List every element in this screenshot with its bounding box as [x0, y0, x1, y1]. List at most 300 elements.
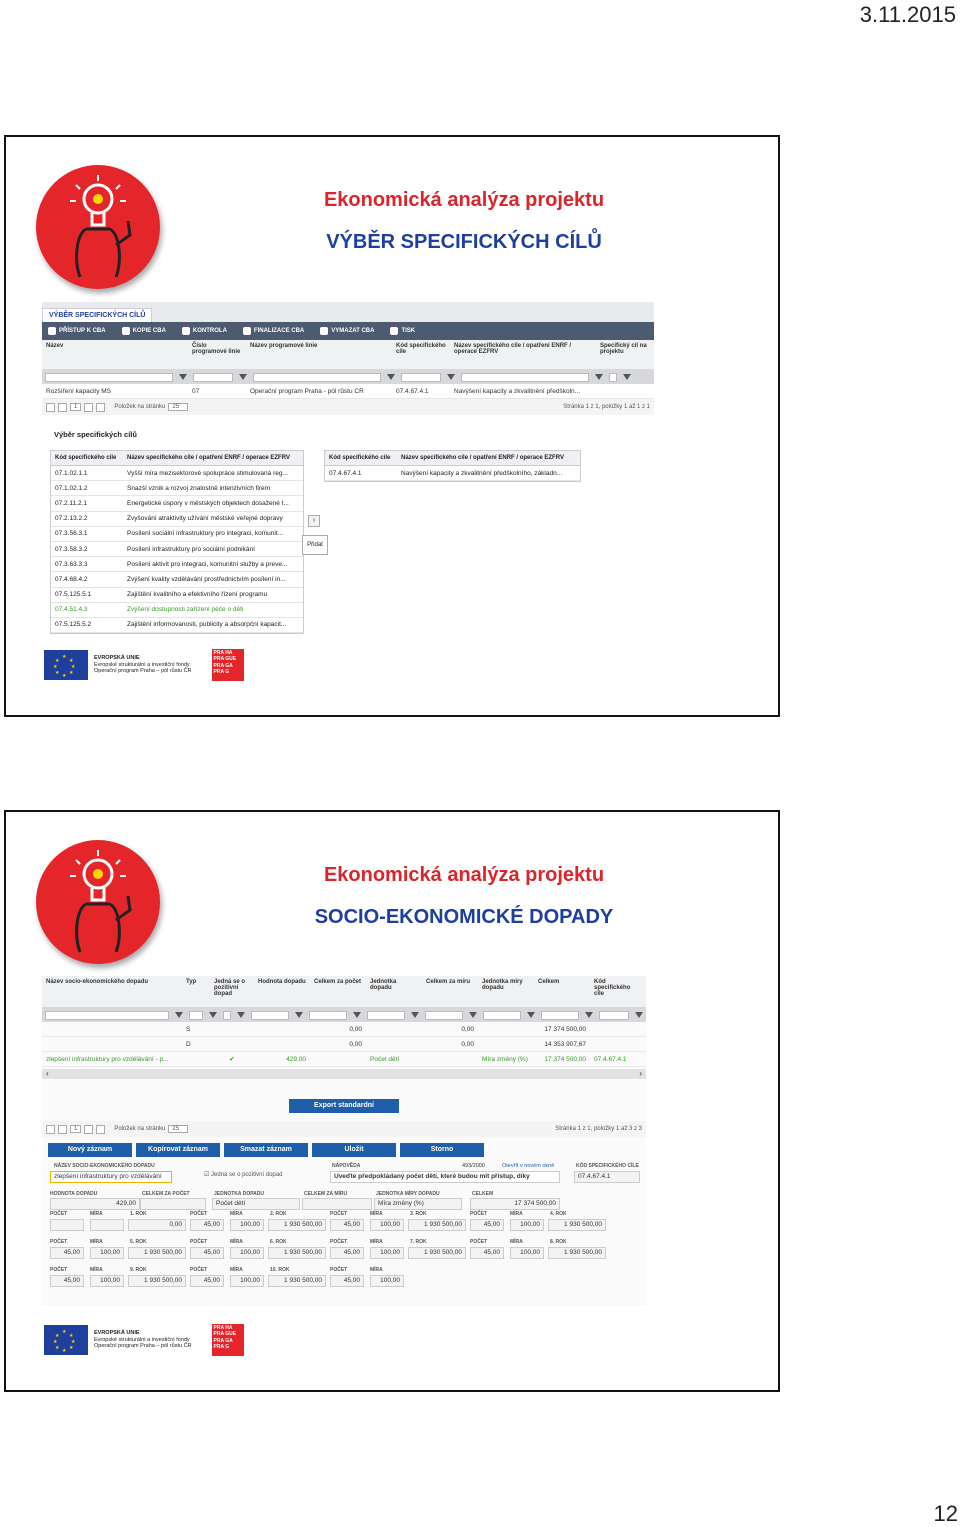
rok-label: 6. ROK: [270, 1239, 287, 1245]
cell: 07.4.67.4.1: [396, 387, 429, 395]
column-header[interactable]: Kód specifického cíle: [594, 979, 631, 997]
filter-icon[interactable]: [239, 374, 247, 380]
cell: 17 374 500,00: [544, 1025, 586, 1033]
kopie-button[interactable]: KOPIE CBA: [122, 327, 166, 335]
users-icon: [48, 327, 56, 335]
filter-input[interactable]: [189, 1011, 203, 1020]
rok-value: 1 930 500,00: [268, 1219, 326, 1231]
filter-input[interactable]: [461, 373, 589, 382]
filter-icon[interactable]: [209, 1012, 217, 1018]
filter-icon[interactable]: [237, 1012, 245, 1018]
filter-input[interactable]: [425, 1011, 463, 1020]
tab-bar: [42, 302, 654, 322]
pocet-label: POČET: [330, 1267, 348, 1273]
delete-record-button[interactable]: Smazat záznam: [224, 1143, 308, 1157]
rok-label: 2. ROK: [270, 1211, 287, 1217]
pocet-field[interactable]: 45,00: [330, 1247, 364, 1259]
next-page-icon[interactable]: [84, 1125, 93, 1134]
jednotka-miry-label: JEDNOTKA MÍRY DOPADU: [376, 1191, 440, 1197]
screenshot-dopady: [42, 976, 646, 1306]
cell: 07.5.125.5.1: [55, 591, 92, 599]
mira-label: MÍRA: [230, 1211, 243, 1217]
slide-subtitle: VÝBĚR SPECIFICKÝCH CÍLŮ: [326, 231, 602, 253]
year-block: [470, 1211, 608, 1237]
filter-icon[interactable]: [527, 1012, 535, 1018]
move-right-icon[interactable]: ›: [308, 515, 320, 527]
column-header[interactable]: Celkem: [538, 979, 560, 985]
celkem-field: 17 374 500,00: [470, 1198, 560, 1210]
vymazat-button[interactable]: VYMAZAT CBA: [320, 327, 374, 335]
section-title: Výběr specifických cílů: [54, 430, 137, 439]
eu-line: EVROPSKÁ UNIE: [94, 1330, 140, 1337]
rok-value: 1 930 500,00: [548, 1247, 606, 1259]
cell: 07.4.68.4.2: [55, 575, 88, 583]
mira-field[interactable]: 100,00: [230, 1219, 264, 1231]
celkem-pocet-field: [140, 1198, 206, 1210]
per-page-label: Položek na stránku: [114, 404, 166, 410]
copy-icon: [122, 327, 130, 335]
filter-input[interactable]: [309, 1011, 347, 1020]
slide-title: Ekonomická analýza projektu: [323, 864, 605, 886]
filter-input[interactable]: [45, 373, 173, 382]
form-top: [42, 1161, 646, 1211]
save-button[interactable]: Uložit: [312, 1143, 396, 1157]
check-icon: [182, 327, 190, 335]
pocet-label: POČET: [50, 1239, 68, 1245]
cell: 07.2.13.2.2: [55, 515, 88, 523]
pager-info: Stránka 1 z 1, položky 1 až 3 z 3: [555, 1126, 642, 1132]
tisk-button[interactable]: TISK: [390, 327, 415, 335]
mira-label: MÍRA: [370, 1211, 383, 1217]
hodnota-field[interactable]: 429,00: [50, 1198, 140, 1210]
column-header[interactable]: Celkem za míru: [426, 979, 471, 985]
rok-value: 1 930 500,00: [128, 1247, 186, 1259]
slide-title: Ekonomická analýza projektu: [323, 189, 605, 211]
cell: Posílení sociální infrastruktury pro integraci, komunit...: [127, 530, 284, 538]
export-button[interactable]: Export standardní: [289, 1099, 399, 1113]
rok-value: 1 930 500,00: [408, 1219, 466, 1231]
cell: Snazší vznik a rozvoj znalostně intenzivních firem: [127, 484, 271, 492]
eu-line: Operační program Praha – pól růstu ČR: [94, 668, 192, 675]
name-label: NÁZEV SOCIO-EKONOMICKÉHO DOPADU: [54, 1163, 155, 1169]
cell: 07.5.125.5.2: [55, 621, 92, 629]
year-block: [50, 1239, 188, 1265]
praha-line: PRA GUE: [213, 1331, 237, 1338]
mira-label: MÍRA: [370, 1267, 383, 1273]
filter-input[interactable]: [483, 1011, 521, 1020]
cell: Navýšení kapacity a zkvalitnění předškolního, základn...: [401, 469, 563, 477]
mira-label: MÍRA: [90, 1211, 103, 1217]
cell: 0,00: [461, 1025, 474, 1033]
pocet-label: POČET: [470, 1239, 488, 1245]
lock-icon: [243, 327, 251, 335]
logos: [44, 649, 244, 681]
rok-label: 4. ROK: [550, 1211, 567, 1217]
mira-field[interactable]: 100,00: [370, 1247, 404, 1259]
pocet-label: POČET: [330, 1239, 348, 1245]
list-item[interactable]: [325, 466, 580, 481]
prev-page-icon[interactable]: [58, 1125, 67, 1134]
cell: Operační program Praha - pól růstu ČR: [250, 387, 364, 395]
year-block: [190, 1211, 328, 1237]
filter-input[interactable]: [251, 1011, 289, 1020]
pocet-label: POČET: [190, 1267, 208, 1273]
praha-line: PRA HA: [213, 1325, 233, 1331]
cell: Počet dětí: [370, 1055, 400, 1063]
list-item[interactable]: [51, 557, 303, 572]
filter-icon[interactable]: [295, 1012, 303, 1018]
h-scrollbar[interactable]: [42, 1069, 646, 1079]
filter-input[interactable]: [193, 373, 233, 382]
kontrola-button[interactable]: KONTROLA: [182, 327, 227, 335]
filter-icon[interactable]: [447, 374, 455, 380]
cell: 07: [192, 387, 200, 395]
rok-value: 1 930 500,00: [268, 1275, 326, 1287]
first-page-icon[interactable]: [46, 1125, 55, 1134]
pager: [42, 399, 654, 415]
char-counter: 493/2000: [462, 1163, 485, 1169]
pocet-field[interactable]: 45,00: [50, 1275, 84, 1287]
list-item[interactable]: [51, 618, 303, 633]
cell: Rozšíření kapacity MŠ: [46, 387, 112, 395]
cell: 07.4.67.4.1: [594, 1055, 627, 1063]
list-item[interactable]: [51, 588, 303, 603]
cell: 429,00: [286, 1055, 306, 1063]
pocet-field[interactable]: [50, 1219, 84, 1231]
page-number: 12: [933, 1501, 958, 1526]
table-row[interactable]: [42, 384, 654, 399]
cell: Zvýšení dostupnosti zařízení péče o děti: [127, 606, 244, 614]
list-item[interactable]: [51, 496, 303, 511]
open-new-window-link[interactable]: Otevřít v novém okně: [502, 1163, 555, 1169]
list-item[interactable]: [51, 542, 303, 557]
add-button[interactable]: Přidat: [302, 535, 328, 555]
cell: Energetické úspory v městských objektech dosažené t...: [127, 499, 289, 507]
year-block: [330, 1267, 468, 1293]
cell: 07.4.67.4.1: [329, 469, 362, 477]
filter-icon[interactable]: [623, 374, 631, 380]
filter-input[interactable]: [401, 373, 441, 382]
column-header[interactable]: Jedná se o pozitivní dopad: [214, 979, 246, 997]
rok-label: 1. ROK: [130, 1211, 147, 1217]
list-item[interactable]: [51, 512, 303, 527]
pocet-label: POČET: [470, 1211, 488, 1217]
list-item[interactable]: [51, 481, 303, 496]
year-block: [470, 1239, 608, 1265]
mira-field[interactable]: 100,00: [510, 1247, 544, 1259]
filter-icon[interactable]: [635, 1012, 643, 1018]
list-item[interactable]: [51, 603, 303, 618]
grid-header: [42, 976, 646, 1008]
code-label: KÓD SPECIFICKÉHO CÍLE: [576, 1163, 639, 1169]
col-nazev[interactable]: Název specifického cíle / opatření ENRF / operace EZFRV: [127, 455, 290, 461]
cell: S: [186, 1025, 191, 1033]
mira-field[interactable]: 100,00: [230, 1275, 264, 1287]
filter-input[interactable]: [253, 373, 381, 382]
filter-input[interactable]: [599, 1011, 629, 1020]
years-grid: [42, 1211, 646, 1295]
mira-label: MÍRA: [230, 1267, 243, 1273]
rok-label: 7. ROK: [410, 1239, 427, 1245]
praha-line: PRA GUE: [213, 656, 237, 663]
slide-subtitle: SOCIO-EKONOMICKÉ DOPADY: [314, 906, 614, 928]
right-list: [324, 450, 581, 482]
col-nazev[interactable]: Název specifického cíle / opatření ENRF / operace EZFRV: [401, 455, 564, 461]
page-date: 3.11.2015: [859, 2, 956, 27]
praha-logo: [212, 649, 244, 681]
filter-icon[interactable]: [353, 1012, 361, 1018]
celkem-mira-field: [302, 1198, 372, 1210]
filter-icon[interactable]: [179, 374, 187, 380]
scroll-right-icon[interactable]: ›: [639, 1069, 642, 1078]
new-record-button[interactable]: Nový záznam: [48, 1143, 132, 1157]
cell: 07.1.02.1.2: [55, 484, 88, 492]
filter-input[interactable]: [367, 1011, 405, 1020]
per-page-label: Položek na stránku: [114, 1126, 166, 1132]
eu-line: EVROPSKÁ UNIE: [94, 655, 140, 662]
col-cislo[interactable]: Číslo programové linie: [192, 343, 241, 355]
grid-body: [42, 1022, 646, 1067]
last-page-icon[interactable]: [96, 403, 105, 412]
pocet-field[interactable]: 45,00: [50, 1247, 84, 1259]
mira-label: MÍRA: [370, 1239, 383, 1245]
column-header[interactable]: Celkem za počet: [314, 979, 362, 985]
col-kod[interactable]: Kód specifického cíle: [55, 455, 117, 461]
column-header[interactable]: Jednotka dopadu: [370, 979, 397, 991]
cell: 07.1.02.1.1: [55, 469, 88, 477]
year-block: [190, 1267, 328, 1293]
celkem-label: CELKEM: [472, 1191, 494, 1197]
rok-value: 1 930 500,00: [548, 1219, 606, 1231]
left-list: [50, 450, 304, 634]
cell: Zvyšování atraktivity užívání městské veřejné dopravy: [127, 515, 283, 523]
rok-label: 9. ROK: [130, 1267, 147, 1273]
desc-textarea[interactable]: Uveďte předpokládaný počet dětí, které budou mít přístup, díky: [330, 1171, 560, 1183]
year-block: [190, 1239, 328, 1265]
column-header[interactable]: Jednotka míry dopadu: [482, 979, 523, 991]
mira-label: MÍRA: [510, 1239, 523, 1245]
rok-label: 10. ROK: [270, 1267, 290, 1273]
mira-field[interactable]: [90, 1219, 124, 1231]
name-input[interactable]: zlepšení infrastruktury pro vzdělávání: [50, 1171, 172, 1183]
rok-value: 1 930 500,00: [128, 1275, 186, 1287]
cell: Posílení infrastruktury pro sociální podnikání: [127, 545, 255, 553]
filter-icon[interactable]: [411, 1012, 419, 1018]
cell: Posílení aktivit pro integraci, komunitní služby a preve...: [127, 560, 288, 568]
eu-flag-icon: ★ ★ ★ ★ ★ ★ ★ ★: [44, 1325, 88, 1355]
pocet-field[interactable]: 45,00: [190, 1219, 224, 1231]
col-nazev[interactable]: Název: [46, 343, 64, 349]
filter-row: [42, 370, 654, 384]
rok-label: 5. ROK: [130, 1239, 147, 1245]
mira-field[interactable]: 100,00: [90, 1275, 124, 1287]
slide-vyber-cilu: [4, 135, 780, 717]
filter-icon[interactable]: [595, 374, 603, 380]
list-item[interactable]: [51, 466, 303, 481]
positive-checkbox[interactable]: ☑ Jedná se o pozitivní dopad: [204, 1172, 283, 1178]
column-header[interactable]: Název socio-ekonomického dopadu: [46, 979, 149, 985]
col-kod[interactable]: Kód specifického cíle: [396, 343, 446, 355]
slide-socio-dopady: [4, 810, 780, 1392]
cell: D: [186, 1040, 191, 1048]
eu-line: Evropské strukturální a investiční fondy: [94, 1336, 190, 1343]
mira-field[interactable]: 100,00: [510, 1219, 544, 1231]
cell: 07.3.63.3.3: [55, 560, 88, 568]
filter-input[interactable]: [541, 1011, 579, 1020]
mira-field[interactable]: 100,00: [370, 1219, 404, 1231]
column-header[interactable]: Typ: [186, 979, 197, 985]
praha-line: PRA G: [213, 1344, 230, 1351]
pocet-field[interactable]: 45,00: [190, 1275, 224, 1287]
col-kod[interactable]: Kód specifického cíle: [329, 455, 391, 461]
pocet-label: POČET: [50, 1211, 68, 1217]
delete-icon: [320, 327, 328, 335]
cell: 07.4.51.4.3: [55, 606, 88, 614]
cell: 07.2.11.2.1: [55, 499, 88, 507]
right-list-header: [325, 451, 580, 466]
praha-logo: [212, 1324, 244, 1356]
cell: ✔: [229, 1056, 235, 1063]
pocet-label: POČET: [190, 1239, 208, 1245]
code-field: 07.4.67.4.1: [574, 1171, 640, 1183]
cell: zlepšení infrastruktury pro vzdělávání - p...: [46, 1055, 169, 1063]
column-header[interactable]: Hodnota dopadu: [258, 979, 306, 985]
cell: 07.3.56.3.1: [55, 530, 88, 538]
last-page-icon[interactable]: [96, 1125, 105, 1134]
filter-icon[interactable]: [175, 1012, 183, 1018]
prev-page-icon[interactable]: [58, 403, 67, 412]
filter-icon[interactable]: [387, 374, 395, 380]
rok-label: 3. ROK: [410, 1211, 427, 1217]
lightbulb-logo: [36, 840, 160, 964]
pocet-field[interactable]: 45,00: [470, 1219, 504, 1231]
finalizace-button[interactable]: FINALIZACE CBA: [243, 327, 304, 335]
toolbar: [42, 322, 654, 340]
pocet-field[interactable]: 45,00: [470, 1247, 504, 1259]
rok-value: 1 930 500,00: [268, 1247, 326, 1259]
hodnota-label: HODNOTA DOPADU: [50, 1191, 98, 1197]
filter-row: [42, 1008, 646, 1022]
table-row[interactable]: [42, 1052, 646, 1067]
cell: Míra změny (%): [482, 1055, 528, 1063]
celkem-mira-label: CELKEM ZA MÍRU: [304, 1191, 348, 1197]
eu-text: [94, 655, 192, 675]
lightbulb-logo: [36, 165, 160, 289]
mira-field[interactable]: 100,00: [230, 1247, 264, 1259]
col-nazev-cile[interactable]: Název specifického cíle / opatření ENRF / operace EZFRV: [454, 343, 572, 355]
cancel-button[interactable]: Storno: [400, 1143, 484, 1157]
left-list-header: [51, 451, 303, 466]
tab-vyber[interactable]: VÝBĚR SPECIFICKÝCH CÍLŮ: [42, 308, 152, 322]
filter-icon[interactable]: [585, 1012, 593, 1018]
cell: Vyšší míra mezisektorové spolupráce stimulovaná reg...: [127, 469, 288, 477]
table-row[interactable]: [42, 1022, 646, 1037]
pocet-field[interactable]: 45,00: [330, 1275, 364, 1287]
desc-label: NÁPOVĚDA: [332, 1163, 361, 1169]
spacer: [42, 1079, 646, 1095]
pager: [42, 1121, 646, 1137]
praha-line: PRA HA: [213, 650, 233, 656]
cell: Zvýšení kvality vzdělávání prostřednictvím posílení in...: [127, 575, 286, 583]
mira-label: MÍRA: [510, 1211, 523, 1217]
mira-field[interactable]: 100,00: [370, 1275, 404, 1287]
pocet-label: POČET: [190, 1211, 208, 1217]
per-page-select[interactable]: 25: [168, 1125, 188, 1133]
table-row[interactable]: [42, 1037, 646, 1052]
praha-line: PRA G: [213, 669, 230, 676]
pocet-label: POČET: [330, 1211, 348, 1217]
year-block: [50, 1267, 188, 1293]
year-block: [330, 1239, 468, 1265]
filter-checkbox[interactable]: [609, 373, 617, 382]
filter-icon[interactable]: [469, 1012, 477, 1018]
year-block: [330, 1211, 468, 1237]
cell: Zajištění informovanosti, publicity a absorpční kapacit...: [127, 621, 287, 629]
col-specificky[interactable]: Specifický cíl na projektu: [600, 343, 647, 355]
cell: 17 374 500,00: [544, 1055, 586, 1063]
col-nazev-linie[interactable]: Název programové linie: [250, 343, 318, 349]
pristup-button[interactable]: PŘÍSTUP K CBA: [48, 327, 106, 335]
pocet-field[interactable]: 45,00: [330, 1219, 364, 1231]
action-bar: [42, 1143, 646, 1157]
page-number[interactable]: 1: [70, 403, 81, 411]
rok-label: 8. ROK: [550, 1239, 567, 1245]
jednotka-field: Počet dětí: [212, 1198, 300, 1210]
year-block: [50, 1211, 188, 1237]
logos: [44, 1324, 244, 1356]
rok-value: 1 930 500,00: [408, 1247, 466, 1259]
first-page-icon[interactable]: [46, 403, 55, 412]
per-page-select[interactable]: 25: [168, 403, 188, 411]
rok-value: 0,00: [128, 1219, 186, 1231]
list-item[interactable]: [51, 527, 303, 542]
jednotka-miry-field: Míra změny (%): [374, 1198, 462, 1210]
cell: 0,00: [349, 1025, 362, 1033]
cell: Zajištění kvalitního a efektivního řízení programu: [127, 591, 268, 599]
cell: 07.3.58.3.2: [55, 545, 88, 553]
cell: 0,00: [349, 1040, 362, 1048]
cell: 14 353 907,67: [544, 1040, 586, 1048]
pocet-label: POČET: [50, 1267, 68, 1273]
print-icon: [390, 327, 398, 335]
next-page-icon[interactable]: [84, 403, 93, 412]
jednotka-label: JEDNOTKA DOPADU: [214, 1191, 265, 1197]
scroll-left-icon[interactable]: ‹: [46, 1069, 49, 1078]
eu-line: Evropské strukturální a investiční fondy: [94, 661, 190, 668]
eu-text: [94, 1330, 192, 1350]
grid-header: [42, 340, 654, 370]
mira-field[interactable]: 100,00: [90, 1247, 124, 1259]
eu-flag-icon: ★ ★ ★ ★ ★ ★ ★ ★: [44, 650, 88, 680]
pager-info: Stránka 1 z 1, položky 1 až 1 z 1: [563, 404, 650, 410]
pocet-field[interactable]: 45,00: [190, 1247, 224, 1259]
positive-label: Jedná se o pozitivní dopad: [211, 1172, 283, 1178]
mira-label: MÍRA: [90, 1267, 103, 1273]
filter-input[interactable]: [45, 1011, 169, 1020]
eu-line: Operační program Praha – pól růstu ČR: [94, 1343, 192, 1350]
mira-label: MÍRA: [230, 1239, 243, 1245]
mira-label: MÍRA: [90, 1239, 103, 1245]
praha-line: PRA GA: [213, 662, 233, 669]
celkem-pocet-label: CELKEM ZA POČET: [142, 1191, 190, 1197]
cell: Navýšení kapacity a zkvalitnění předškoln...: [454, 387, 581, 395]
page-number[interactable]: 1: [70, 1125, 81, 1133]
praha-line: PRA GA: [213, 1337, 233, 1344]
list-item[interactable]: [51, 572, 303, 587]
cell: 0,00: [461, 1040, 474, 1048]
copy-record-button[interactable]: Kopírovat záznam: [136, 1143, 220, 1157]
filter-checkbox[interactable]: [223, 1011, 231, 1020]
